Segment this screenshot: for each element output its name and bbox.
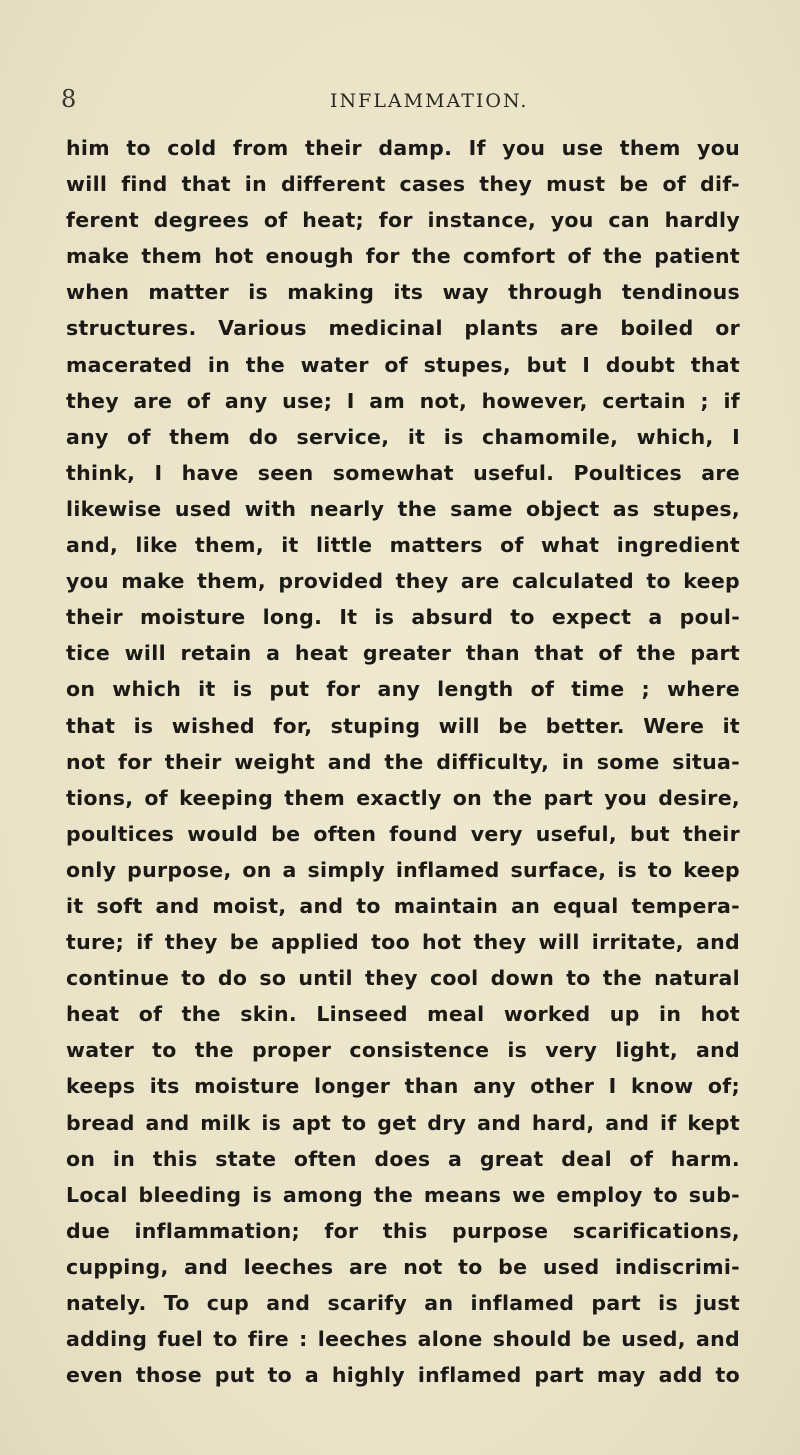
text-line: make them hot enough for the comfort of the patient [66,244,740,269]
text-line: you make them, provided they are calculated to keep [66,569,740,594]
text-line: water to the proper consistence is very light, and [66,1038,740,1063]
running-head: INFLAMMATION. [330,90,529,112]
text-line: think, I have seen somewhat useful. Poultices are [66,460,740,485]
text-line: ferent degrees of heat; for instance, you can hardly [66,208,740,233]
text-line: nately. To cup and scarify an inflamed part is just [66,1291,740,1315]
text-line: and, like them, it little matters of what ingredient [66,533,740,558]
text-line: only purpose, on a simply inflamed surface, is to keep [66,857,740,882]
body-text [66,130,740,1393]
text-line: that is wished for, stuping will be better. Were it [66,713,740,738]
text-line: not for their weight and the difficulty, in some situa- [66,749,740,774]
text-line: on which it is put for any length of time ; where [66,677,740,702]
text-line: they are of any use; I am not, however, certain ; if [66,388,740,413]
text-line: likewise used with nearly the same object as stupes, [66,496,740,521]
text-line: macerated in the water of stupes, but I doubt that [66,352,740,377]
text-line: keeps its moisture longer than any other I know of; [66,1074,740,1099]
text-line: when matter is making its way through tendinous [66,280,740,305]
text-line: Local bleeding is among the means we employ to sub- [66,1182,740,1207]
text-line: bread and milk is apt to get dry and hard, and if kept [66,1110,740,1135]
text-line: cupping, and leeches are not to be used indiscrimi- [66,1254,740,1279]
text-line: even those put to a highly inflamed part may add to [66,1363,740,1388]
text-line: on in this state often does a great deal of harm. [66,1146,740,1171]
text-line: due inflammation; for this purpose scarifications, [66,1218,740,1243]
text-line: heat of the skin. Linseed meal worked up in hot [66,1002,740,1027]
text-line: poultices would be often found very useful, but their [66,821,740,846]
page-number: 8 [61,85,77,113]
text-line: tice will retain a heat greater than that of the part [66,641,740,666]
text-line: tions, of keeping them exactly on the part you desire, [66,785,740,810]
text-line: it soft and moist, and to maintain an equal tempera- [66,893,740,918]
text-line: continue to do so until they cool down to the natural [66,966,740,991]
text-line: adding fuel to fire : leeches alone should be used, and [66,1327,740,1352]
text-line: him to cold from their damp. If you use them you [66,136,740,160]
text-line: their moisture long. It is absurd to expect a poul- [66,605,740,630]
text-line: structures. Various medicinal plants are boiled or [66,316,740,341]
text-line: any of them do service, it is chamomile, which, I [66,424,740,449]
text-line: will find that in different cases they must be of dif- [66,172,740,197]
text-line: ture; if they be applied too hot they will irritate, and [66,930,740,955]
